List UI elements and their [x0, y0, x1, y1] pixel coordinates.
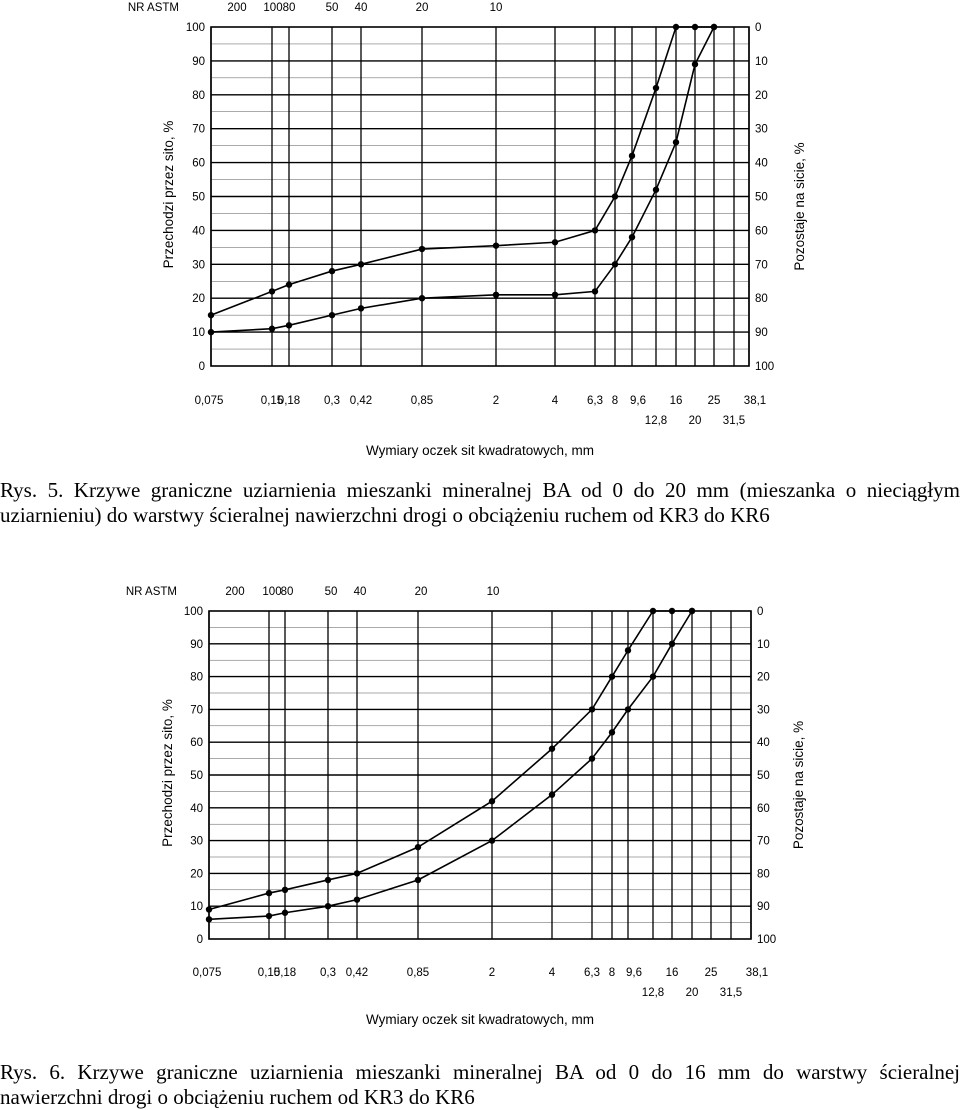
series-line-upper [209, 611, 692, 909]
data-point-upper [415, 844, 421, 850]
astm-tick-label: 20 [415, 2, 429, 14]
figure-caption-2: Rys. 6. Krzywe graniczne uziarnienia mieszanki mineralnej BA od 0 do 16 mm do warstwy ścieralnej nawierzchni drogi o obciążeniu ruchem od KR3 do KR6 [0, 1060, 960, 1109]
data-point-lower [208, 329, 214, 335]
data-point-upper [692, 24, 698, 30]
y-axis-title-right: Pozostaje na sicie, % [792, 142, 807, 271]
x-tick-label: 6,3 [587, 395, 603, 407]
data-point-lower [206, 916, 212, 922]
x-tick-label: 38,1 [743, 395, 767, 407]
data-point-upper [552, 239, 558, 245]
y-tick-label-left: 30 [190, 835, 203, 848]
data-point-lower [325, 903, 331, 909]
x-tick-label: 0,18 [277, 395, 301, 407]
y-tick-label-left: 50 [192, 191, 205, 204]
grading-chart-2 [0, 578, 960, 1038]
astm-tick-label: 50 [325, 2, 339, 14]
x-tick-label: 8 [611, 395, 619, 407]
data-point-lower [493, 292, 499, 298]
data-point-upper [612, 193, 618, 199]
y-tick-label-left: 50 [190, 770, 203, 782]
y-tick-label-right: 60 [757, 802, 770, 815]
y-tick-label-right: 60 [755, 225, 768, 238]
y-axis-title-right: Pozostaje na sicie, % [791, 720, 806, 850]
y-tick-label-right: 40 [755, 157, 768, 170]
data-point-lower [286, 322, 292, 328]
data-point-upper [589, 706, 595, 712]
x-tick-label: 0,075 [194, 395, 224, 407]
y-tick-label-left: 40 [190, 802, 203, 815]
astm-tick-label: 80 [282, 2, 296, 14]
astm-tick-label: 100 [262, 586, 282, 598]
data-point-upper [653, 85, 659, 91]
x-axis-title: Wymiary oczek sit kwadratowych, mm [366, 1012, 594, 1027]
x-tick-label-lower: 31,5 [722, 415, 746, 427]
astm-label: NR ASTM [125, 586, 177, 598]
x-tick-label: 9,6 [626, 967, 642, 979]
y-tick-label-left: 10 [192, 327, 205, 340]
data-point-upper [266, 890, 272, 896]
astm-tick-label: 80 [280, 586, 294, 598]
data-point-upper [419, 246, 425, 252]
y-tick-label-right: 10 [757, 638, 770, 651]
y-tick-label-left: 10 [190, 901, 203, 914]
x-tick-label-lower: 12,8 [641, 987, 665, 999]
data-point-lower [625, 706, 631, 712]
data-point-lower [552, 292, 558, 298]
y-tick-label-left: 90 [192, 55, 205, 68]
astm-tick-label: 40 [354, 2, 368, 14]
y-tick-label-right: 90 [757, 901, 770, 914]
data-point-upper [269, 288, 275, 294]
astm-tick-label: 200 [225, 586, 245, 598]
data-point-upper [629, 153, 635, 159]
y-tick-label-right: 80 [757, 868, 770, 881]
data-point-lower [711, 24, 717, 30]
astm-tick-label: 100 [263, 2, 283, 14]
astm-tick-label: 20 [414, 586, 428, 598]
y-axis-title-left: Przechodzi przez sito, % [161, 120, 176, 269]
y-tick-label-left: 30 [192, 259, 205, 272]
data-point-upper [549, 746, 555, 752]
data-point-lower [653, 187, 659, 193]
y-tick-label-left: 70 [192, 123, 205, 136]
y-tick-label-left: 100 [185, 22, 205, 34]
y-tick-label-right: 80 [755, 293, 768, 306]
astm-tick-label: 10 [486, 586, 500, 598]
series-line-upper [211, 27, 714, 315]
x-tick-label: 0,15 [257, 967, 281, 979]
astm-tick-label: 50 [324, 586, 338, 598]
x-tick-label: 9,6 [630, 395, 646, 407]
data-point-upper [673, 24, 679, 30]
y-tick-label-right: 90 [755, 327, 768, 340]
y-tick-label-left: 0 [198, 361, 205, 373]
y-tick-label-right: 40 [757, 737, 770, 750]
y-tick-label-left: 90 [190, 638, 203, 651]
data-point-upper [669, 608, 675, 614]
x-axis-title: Wymiary oczek sit kwadratowych, mm [366, 443, 594, 458]
data-point-lower [612, 261, 618, 267]
data-point-upper [650, 608, 656, 614]
x-tick-label: 0,075 [192, 967, 222, 979]
figure-caption-1: Rys. 5. Krzywe graniczne uziarnienia mieszanki mineralnej BA od 0 do 20 mm (mieszanka o nieciągłym uziarnieniu) do warstwy ścieralnej nawierzchni drogi o obciążeniu ruchem od KR3 do KR6 [0, 478, 960, 527]
y-tick-label-left: 0 [196, 934, 203, 946]
data-point-lower [266, 913, 272, 919]
y-tick-label-left: 70 [190, 704, 203, 717]
x-tick-label: 0,85 [410, 395, 434, 407]
y-tick-label-right: 50 [757, 770, 770, 782]
data-point-upper [609, 673, 615, 679]
y-tick-label-left: 60 [192, 157, 205, 170]
grading-chart-1 [0, 0, 960, 470]
x-tick-label: 0,3 [320, 967, 336, 979]
data-point-upper [358, 261, 364, 267]
y-tick-label-right: 0 [757, 606, 764, 618]
data-point-upper [282, 887, 288, 893]
y-tick-label-right: 50 [755, 191, 768, 204]
x-tick-label: 16 [669, 395, 683, 407]
x-tick-label: 2 [492, 395, 500, 407]
data-point-upper [493, 242, 499, 248]
x-tick-label: 25 [707, 395, 721, 407]
data-point-upper [325, 877, 331, 883]
x-tick-label: 38,1 [745, 967, 769, 979]
data-point-upper [286, 281, 292, 287]
y-tick-label-right: 30 [755, 123, 768, 136]
data-point-lower [592, 288, 598, 294]
y-tick-label-right: 20 [757, 671, 770, 684]
x-tick-label: 25 [704, 967, 718, 979]
x-tick-label: 0,42 [349, 395, 373, 407]
y-tick-label-left: 20 [190, 868, 203, 881]
y-tick-label-right: 20 [755, 89, 768, 102]
y-tick-label-left: 80 [192, 89, 205, 102]
data-point-lower [589, 755, 595, 761]
y-tick-label-left: 40 [192, 225, 205, 238]
y-tick-label-left: 60 [190, 737, 203, 750]
x-tick-label-lower: 31,5 [719, 987, 743, 999]
data-point-lower [609, 729, 615, 735]
data-point-lower [354, 896, 360, 902]
y-tick-label-right: 70 [757, 835, 770, 848]
y-tick-label-right: 100 [755, 361, 775, 373]
data-point-lower [689, 608, 695, 614]
y-tick-label-left: 100 [183, 606, 203, 618]
data-point-lower [673, 139, 679, 145]
astm-tick-label: 10 [489, 2, 503, 14]
x-tick-label: 8 [608, 967, 616, 979]
astm-tick-label: 40 [353, 586, 367, 598]
x-tick-label: 4 [551, 395, 559, 407]
astm-label: NR ASTM [127, 2, 179, 14]
x-tick-label: 0,18 [273, 967, 297, 979]
data-point-lower [415, 877, 421, 883]
data-point-lower [489, 837, 495, 843]
x-tick-label: 0,3 [324, 395, 340, 407]
astm-tick-label: 200 [227, 2, 247, 14]
y-tick-label-right: 0 [755, 22, 762, 34]
data-point-upper [592, 227, 598, 233]
x-tick-label: 0,15 [260, 395, 284, 407]
y-axis-title-left: Przechodzi przez sito, % [160, 699, 175, 847]
data-point-upper [354, 870, 360, 876]
data-point-lower [329, 312, 335, 318]
data-point-upper [625, 647, 631, 653]
y-tick-label-right: 70 [755, 259, 768, 272]
data-point-upper [208, 312, 214, 318]
data-point-lower [650, 673, 656, 679]
data-point-upper [489, 798, 495, 804]
x-tick-label: 16 [665, 967, 679, 979]
data-point-lower [629, 234, 635, 240]
y-tick-label-right: 10 [755, 55, 768, 68]
data-point-lower [358, 305, 364, 311]
y-tick-label-right: 30 [757, 704, 770, 717]
data-point-lower [669, 641, 675, 647]
data-point-lower [549, 791, 555, 797]
x-tick-label-lower: 20 [685, 987, 699, 999]
data-point-lower [692, 61, 698, 67]
x-tick-label-lower: 20 [688, 415, 702, 427]
y-tick-label-left: 20 [192, 293, 205, 306]
y-tick-label-left: 80 [190, 671, 203, 684]
x-tick-label: 4 [548, 967, 556, 979]
data-point-upper [329, 268, 335, 274]
y-tick-label-right: 100 [757, 934, 777, 946]
data-point-lower [269, 326, 275, 332]
x-tick-label-lower: 12,8 [644, 415, 668, 427]
x-tick-label: 2 [488, 967, 496, 979]
x-tick-label: 0,42 [345, 967, 369, 979]
data-point-lower [419, 295, 425, 301]
x-tick-label: 0,85 [406, 967, 430, 979]
data-point-upper [206, 906, 212, 912]
data-point-lower [282, 910, 288, 916]
x-tick-label: 6,3 [584, 967, 600, 979]
